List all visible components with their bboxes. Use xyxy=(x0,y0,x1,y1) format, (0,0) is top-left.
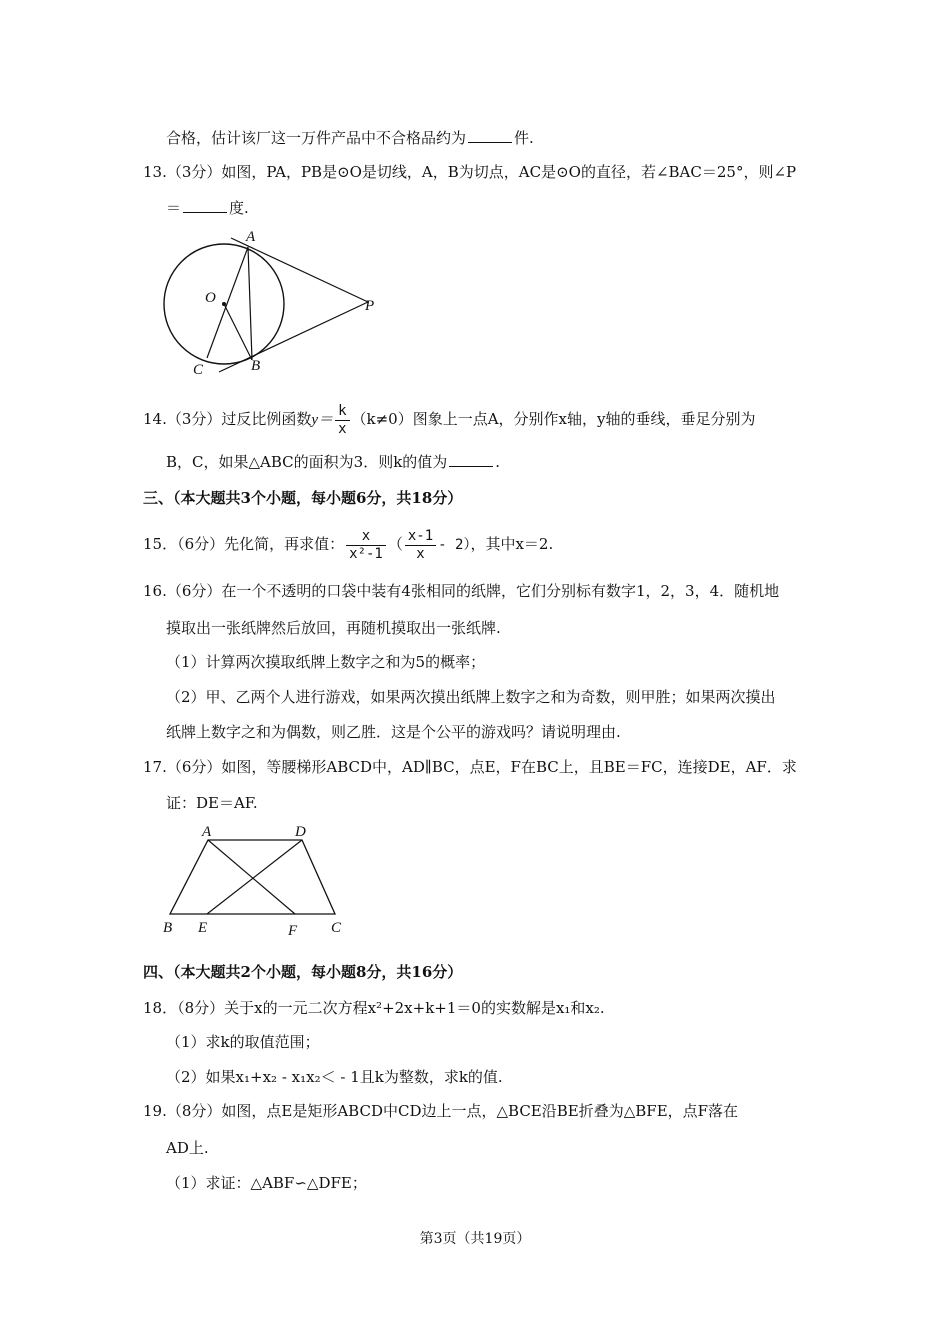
q17-trapezoid-figure xyxy=(155,818,355,942)
q18-part1: （1）求k的取值范围； xyxy=(166,1033,320,1051)
page-footer: 第3页（共19页） xyxy=(419,1231,531,1247)
q14-numerator: k xyxy=(335,403,349,421)
q15-intro: 15．（6分）先化简，再求值： xyxy=(143,535,345,553)
q15-f1-denominator: x²-1 xyxy=(349,545,383,562)
q15-f2-denominator: x xyxy=(416,545,425,562)
q15-f1-numerator: x xyxy=(346,528,386,546)
label-a: A xyxy=(202,824,212,840)
q16-part2-line2: 纸牌上数字之和为偶数，则乙胜．这是个公平的游戏吗？请说明理由. xyxy=(166,723,621,741)
q14-line2-text: B，C，如果△ABC的面积为3．则k的值为 xyxy=(166,453,448,471)
label-b: B xyxy=(163,920,173,936)
q15-fraction-2 xyxy=(405,528,436,563)
answer-blank[interactable] xyxy=(468,128,512,143)
q13-circle-figure xyxy=(155,222,385,382)
q15-line xyxy=(143,524,553,565)
label-c: C xyxy=(331,920,342,936)
label-b: B xyxy=(251,358,261,374)
q14-function-lhs: y＝ xyxy=(311,412,334,428)
label-p: P xyxy=(365,298,375,314)
q18-part2: （2）如果x₁+x₂ - x₁x₂＜ - 1且k为整数，求k的值. xyxy=(166,1068,503,1086)
q15-fraction-1 xyxy=(346,528,386,563)
q15-f2-numerator: x-1 xyxy=(405,528,436,546)
label-c: C xyxy=(193,362,204,378)
q15-paren: （ xyxy=(387,535,403,553)
q19-part1: （1）求证：△ABF∽△DFE； xyxy=(166,1174,367,1192)
q19-line2: AD上. xyxy=(166,1139,209,1157)
label-o: O xyxy=(205,290,216,306)
q14-denominator: x xyxy=(338,420,347,437)
answer-blank[interactable] xyxy=(183,198,227,213)
q16-line2: 摸取出一张纸牌然后放回，再随机摸取出一张纸牌. xyxy=(166,619,501,637)
label-d: D xyxy=(295,824,306,840)
q16-part2-line1: （2）甲、乙两个人进行游戏，如果两次摸出纸牌上数字之和为奇数，则甲胜；如果两次摸出 xyxy=(166,688,776,706)
q14-line2 xyxy=(166,452,500,472)
q13-line1: 13.（3分）如图，PA，PB是⊙O是切线，A，B为切点，AC是⊙O的直径，若∠BAC＝25°，则∠P xyxy=(143,163,797,181)
q17-line2: 证：DE＝AF. xyxy=(166,794,258,812)
tangent-pa xyxy=(231,238,368,302)
section-3-heading: 三、（本大题共3个小题，每小题6分，共18分） xyxy=(143,489,463,507)
radius-ob xyxy=(224,304,252,360)
q14-intro: 14.（3分）过反比例函数 xyxy=(143,410,312,428)
q19-line1: 19.（8分）如图，点E是矩形ABCD中CD边上一点，△BCE沿BE折叠为△BFE，点F落在 xyxy=(143,1102,739,1120)
answer-blank[interactable] xyxy=(449,452,493,467)
label-a: A xyxy=(246,229,256,245)
q14-line1 xyxy=(143,400,756,439)
label-e: E xyxy=(198,920,208,936)
chord-ab xyxy=(248,247,252,360)
q15-condition: ，其中x＝2. xyxy=(470,535,554,553)
q13-equals: ＝ xyxy=(166,199,182,217)
q15-minus-two: - 2） xyxy=(438,537,471,553)
center-point xyxy=(222,302,226,306)
q12-text: 合格，估计该厂这一万件产品中不合格品约为 xyxy=(166,129,467,147)
q17-line1: 17.（6分）如图，等腰梯形ABCD中，AD∥BC，点E，F在BC上，且BE＝FC，连接DE，AF．求 xyxy=(143,758,797,776)
q13-line2 xyxy=(166,198,249,218)
q13-unit: 度. xyxy=(229,199,249,217)
q16-part1: （1）计算两次摸取纸牌上数字之和为5的概率； xyxy=(166,653,486,671)
section-4-heading: 四、（本大题共2个小题，每小题8分，共16分） xyxy=(143,963,463,981)
q12-tail: 件. xyxy=(514,129,534,147)
label-f: F xyxy=(288,923,298,939)
q16-line1: 16.（6分）在一个不透明的口袋中装有4张相同的纸牌，它们分别标有数字1，2，3，4．随机地 xyxy=(143,582,780,600)
q12-continuation xyxy=(166,128,534,148)
q14-period: . xyxy=(495,453,501,471)
q18-line1: 18．（8分）关于x的一元二次方程x²+2x+k+1＝0的实数解是x₁和x₂. xyxy=(143,999,605,1017)
q14-rest: （k≠0）图象上一点A，分别作x轴，y轴的垂线，垂足分别为 xyxy=(351,410,756,428)
tangent-pb xyxy=(219,302,368,372)
trapezoid-abcd xyxy=(170,840,335,914)
q14-fraction xyxy=(335,403,349,438)
